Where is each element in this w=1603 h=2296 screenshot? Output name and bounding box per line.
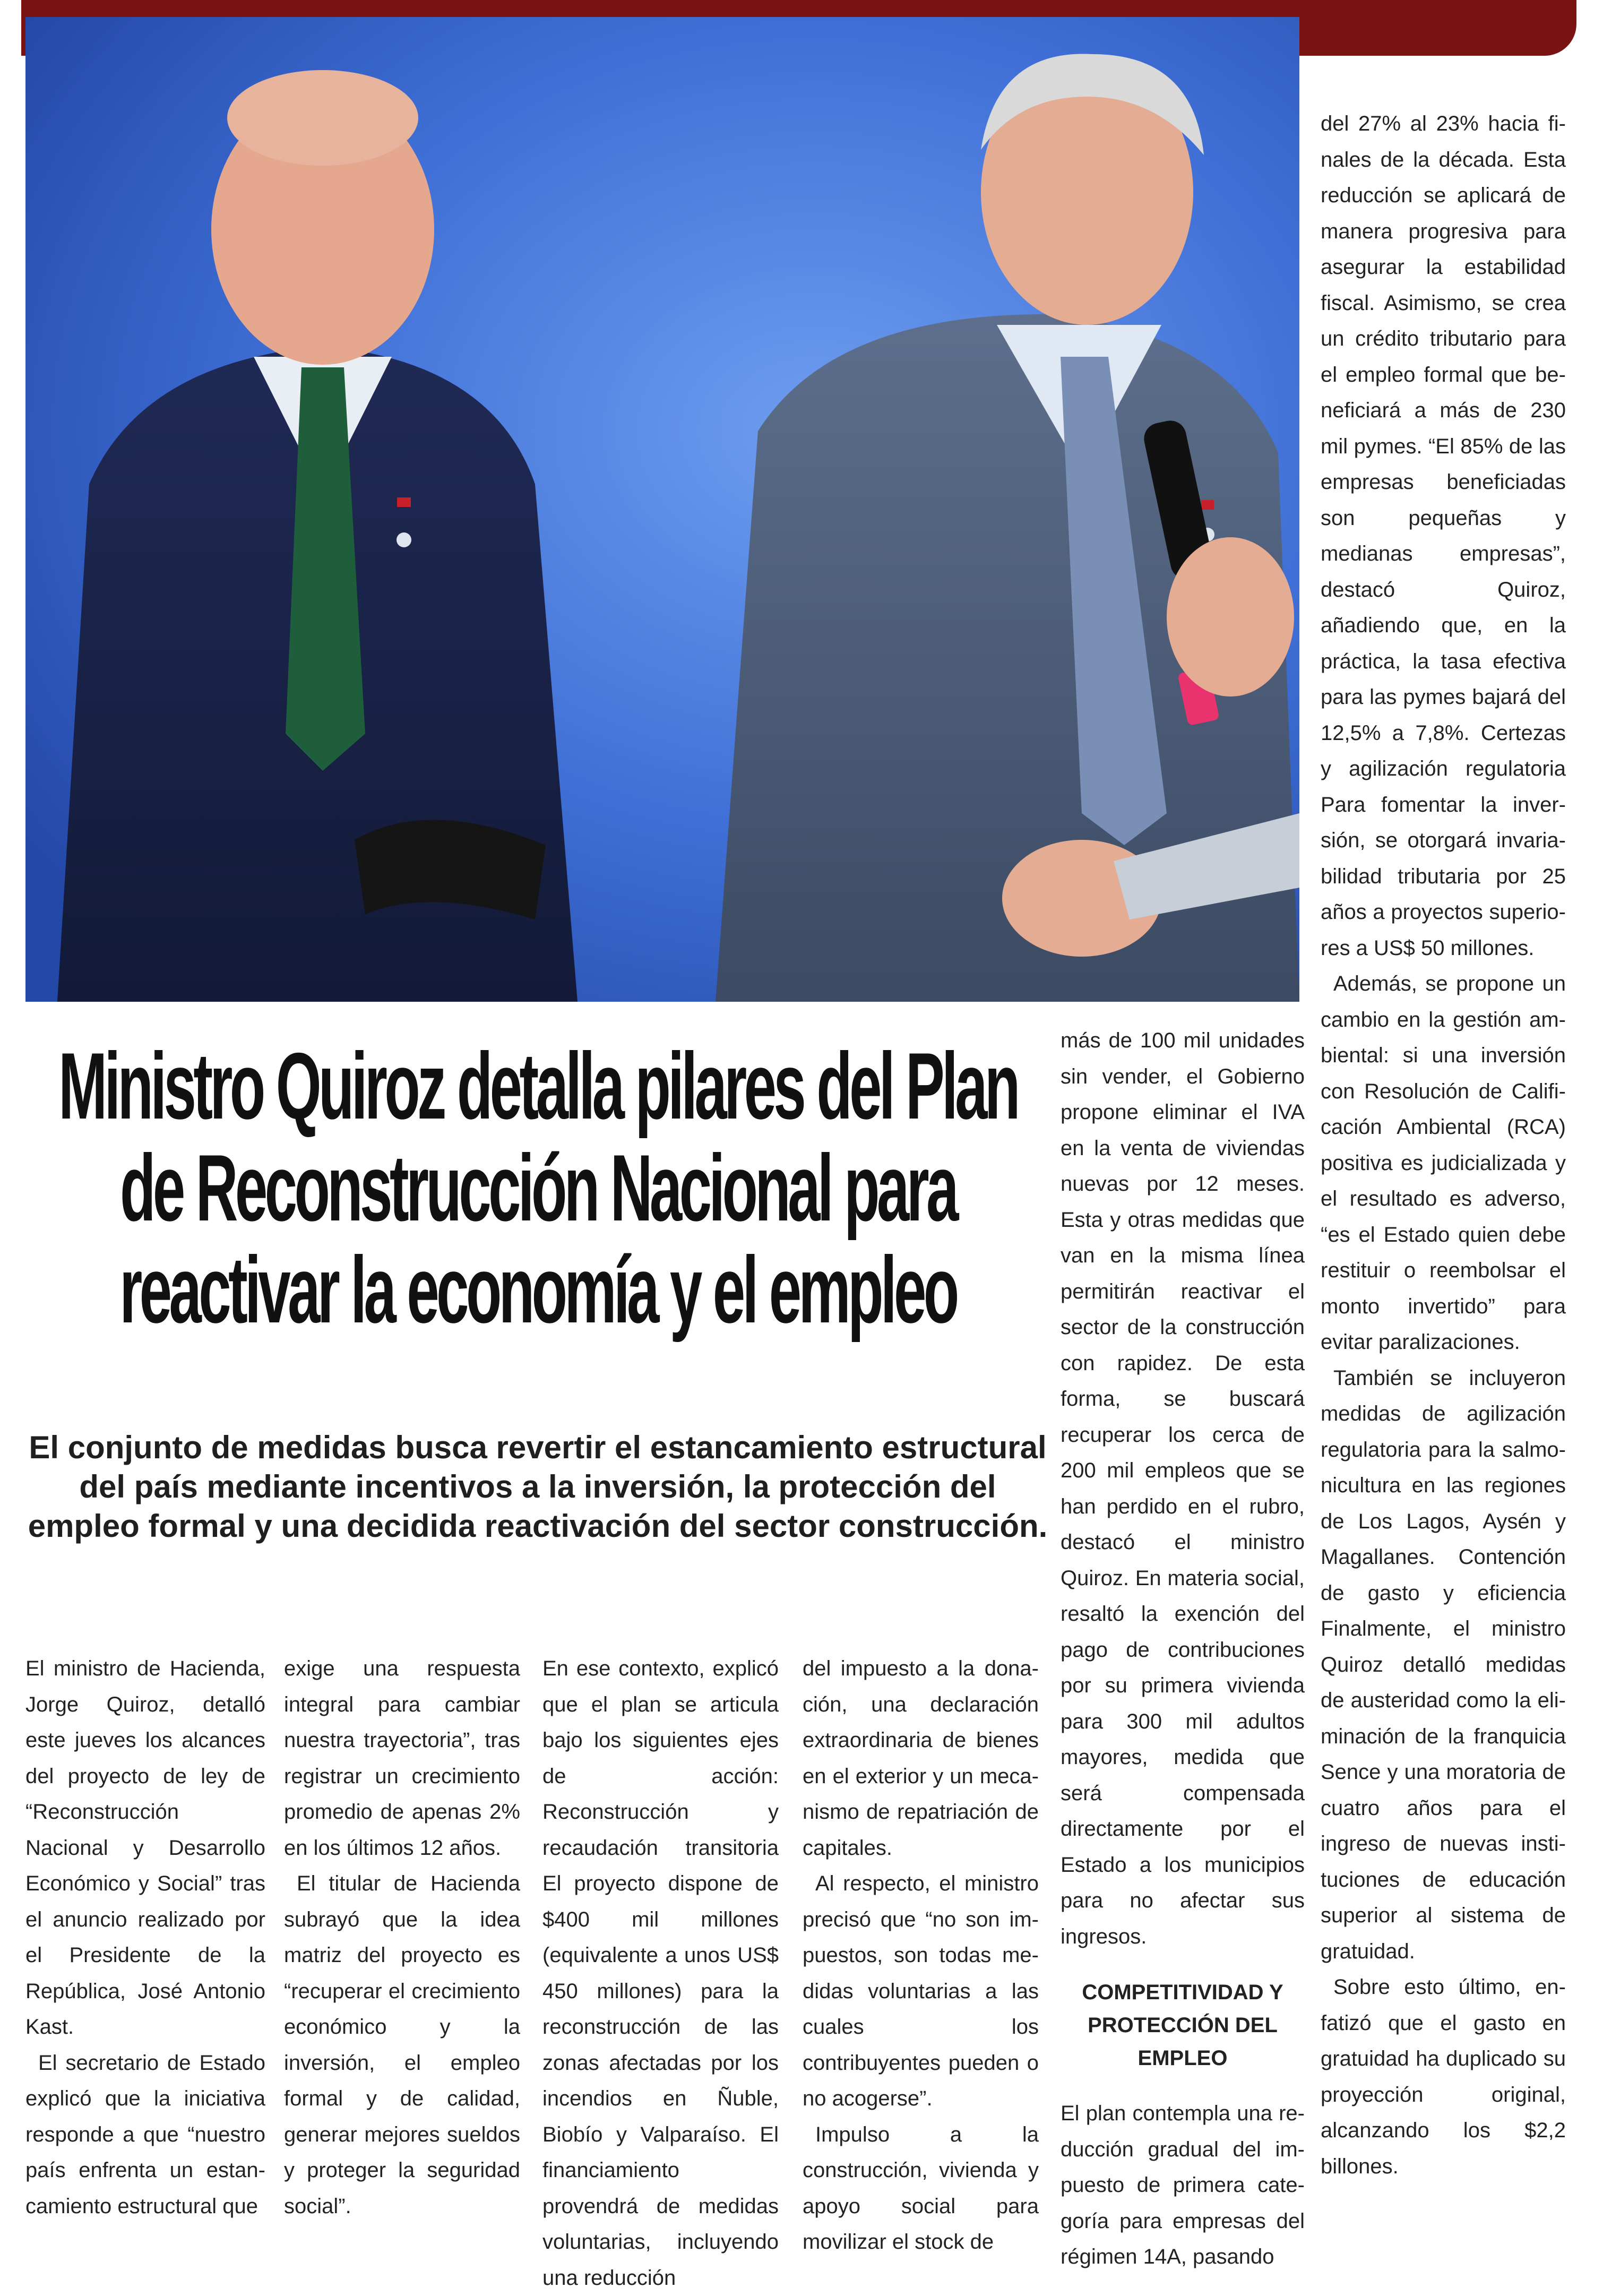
article-photo [25,17,1299,1002]
paragraph: exige una respuesta integral para cambiar nuestra trayectoria”, tras registrar un crecimiento promedio de apenas 2% en los últimos 12 años. [284,1657,520,1860]
paragraph: También se incluyeron medidas de agilización regulatoria para la salmonicultura en las regiones de Los Lagos, Aysén y Magallanes. Contención de gasto y eficiencia Finalmente, el ministro Quiroz detalló medidas de austeridad como la eliminación de la franquicia Sence y una moratoria de cuatro años para el ingreso de nuevas instituciones de educación superior al sistema de gratuidad. [1321,1366,1566,1963]
paragraph: Al respecto, el ministro precisó que “no son impuestos, son todas medidas voluntarias a las cuales los contribuyentes pueden o no acogerse”. [803,1872,1039,2110]
article-headline: Ministro Quiroz detalla pilares del Plan de Reconstrucción Nacional para reactivar la economía y el empleo [58,1033,1018,1343]
paragraph: El ministro de Hacienda, Jorge Quiroz, detalló este jueves los alcances del proyecto de ley de “Reconstrucción Nacional y Desarrollo Económico y Social” tras el anuncio realizado por el Presidente de la República, José Antonio Kast. [25,1657,265,2039]
article-column-6 [1321,106,1566,2185]
paragraph: del 27% al 23% hacia finales de la década. Esta reducción se aplicará de manera progresiva para asegurar la estabilidad fiscal. Asimismo, se crea un crédito tributario para el empleo formal que beneficiará a más de 230 mil pymes. “El 85% de las empresas beneficiadas son pequeñas y medianas empresas”, destacó Quiroz, añadiendo que, en la práctica, la tasa efectiva para las pymes bajará del 12,5% a 7,8%. Certezas y agilización regulatoria Para fomentar la inversión, se otorgará invariabilidad tributaria por 25 años a proyectos superiores a US$ 50 millones. [1321,112,1566,960]
article-subhead: El conjunto de medidas busca revertir el estancamiento estructural del país mediante incentivos a la inversión, la protección del empleo formal y una decidida reactivación del sector construcción. [28,1430,1048,1544]
article-column-2 [284,1651,520,2224]
paragraph: Impulso a la construcción, vivienda y apoyo social para movilizar el stock de [803,2122,1039,2254]
paragraph: El titular de Hacienda subrayó que la idea matriz del proyecto es “recuperar el crecimiento económico y la inversión, el empleo formal y de calidad, generar mejores sueldos y proteger la seguridad social”. [284,1872,520,2218]
article-column-5 [1061,1023,1305,2275]
paragraph: del impuesto a la donación, una declaración extraordinaria de bienes en el exterior y un mecanismo de repatriación de capitales. [803,1657,1039,1860]
paragraph: más de 100 mil unidades sin vender, el Gobierno propone eliminar el IVA en la venta de viviendas nuevas por 12 meses. Esta y otras medidas que van en la misma línea permitirán reactivar el sector de la construcción con rapidez. De esta forma, se buscará recuperar los cerca de 200 mil empleos que se han perdido en el rubro, destacó el ministro Quiroz. En materia social, resaltó la exención del pago de contribuciones por su primera vivienda para 300 mil adultos mayores, medida que será compensada directamente por el Estado a los municipios para no afectar sus ingresos. [1061,1029,1305,1948]
section-subtitle: COMPETITIVIDAD Y PROTECCIÓN DEL EMPLEO [1082,1981,1283,2070]
photo-illustration [25,17,1299,1002]
article-column-4 [803,1651,1039,2260]
article-column-3 [542,1651,779,2296]
paragraph: El secretario de Estado explicó que la iniciativa responde a que “nuestro país enfrenta un estancamiento estructural que [25,2051,265,2218]
paragraph: El plan contempla una reducción gradual del impuesto de primera categoría para empresas del régimen 14A, pasando [1061,2102,1305,2268]
paragraph: Además, se propone un cambio en la gestión ambiental: si una inversión con Resolución de Calificación Ambiental (RCA) positiva es judicializada y el resultado es adverso, “es el Estado quien debe restituir o reembolsar el monto invertido” para evitar paralizaciones. [1321,972,1566,1354]
article-column-1 [25,1651,265,2224]
paragraph: Sobre esto último, enfatizó que el gasto en gratuidad ha duplicado su proyección original, alcanzando los $2,2 billones. [1321,1975,1566,2178]
paragraph: En ese contexto, explicó que el plan se articula bajo los siguientes ejes de acción: Reconstrucción y recaudación transitoria El proyecto dispone de $400 mil millones (equivalente a unos US$ 450 millones) para la reconstrucción de las zonas afectadas por los incendios en Ñuble, Biobío y Valparaíso. El financiamiento provendrá de medidas voluntarias, incluyendo una reducción [542,1657,779,2290]
